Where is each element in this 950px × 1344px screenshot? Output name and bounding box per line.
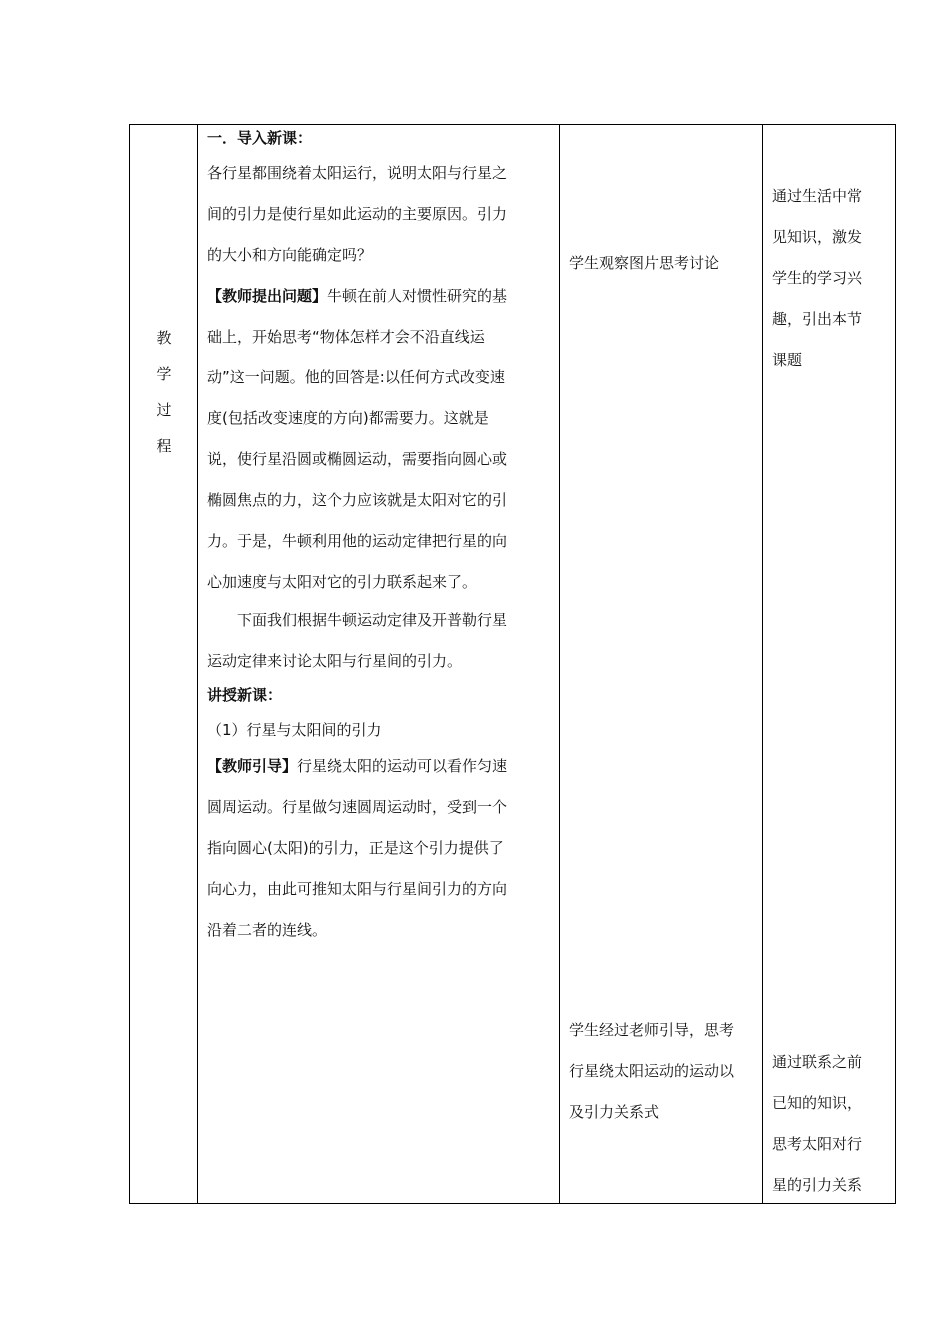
intent-1-line: 学生的学习兴 [772,269,863,287]
guide-line: 向心力，由此可推知太阳与行星间引力的方向 [207,880,508,898]
intent-1-line: 趣，引出本节 [772,310,863,328]
subheading: （1）行星与太阳间的引力 [207,721,382,739]
question-line: 说，使行星沿圆或椭圆运动，需要指向圆心或 [207,450,508,468]
column-divider-1 [197,124,198,1204]
intent-1-line: 课题 [772,351,803,369]
intro-line: 的大小和方向能确定吗？ [207,246,373,264]
column-divider-3 [762,124,763,1204]
lecture-heading: 讲授新课： [207,686,283,704]
intro-line: 间的引力是使行星如此运动的主要原因。引力 [207,205,508,223]
question-line: 椭圆焦点的力，这个力应该就是太阳对它的引 [207,491,508,509]
intro-heading: 一．导入新课： [207,129,313,147]
label-char: 教 [156,329,172,347]
paragraph-line: 运动定律来讨论太阳与行星间的引力。 [207,652,463,670]
student-activity-2-line: 行星绕太阳运动的运动以 [569,1062,735,1080]
question-line: 力。于是，牛顿利用他的运动定律把行星的向 [207,532,508,550]
question-line: 动”这一问题。他的回答是:以任何方式改变速 [207,368,505,386]
teacher-question-tag: 【教师提出问题】 [207,287,328,305]
question-line: 础上，开始思考“物体怎样才会不沿直线运 [207,328,485,346]
paragraph-line: 下面我们根据牛顿运动定律及开普勒行星 [237,611,508,629]
intent-1-line: 见知识，激发 [772,228,863,246]
label-char: 过 [156,401,172,419]
guide-line: 圆周运动。行星做匀速圆周运动时，受到一个 [207,798,508,816]
student-activity-2-line: 及引力关系式 [569,1103,660,1121]
label-char: 学 [156,365,172,383]
intro-line: 各行星都围绕着太阳运行，说明太阳与行星之 [207,164,508,182]
intent-2-line: 已知的知识， [772,1094,863,1112]
question-line: 度(包括改变速度的方向)都需要力。这就是 [207,409,489,427]
intent-2-line: 思考太阳对行 [772,1135,863,1153]
intent-2-line: 星的引力关系 [772,1176,863,1194]
guide-line: 沿着二者的连线。 [207,921,328,939]
label-char: 程 [156,437,172,455]
question-text: 牛顿在前人对惯性研究的基 [327,287,508,305]
question-line: 心加速度与太阳对它的引力联系起来了。 [207,573,478,591]
student-activity-1: 学生观察图片思考讨论 [569,254,720,272]
student-activity-2-line: 学生经过老师引导，思考 [569,1021,735,1039]
column-divider-2 [559,124,560,1204]
table-left-border [129,124,130,1204]
intent-2-line: 通过联系之前 [772,1053,863,1071]
teacher-guide-tag: 【教师引导】 [207,757,298,775]
question-line [207,276,507,317]
table-right-border [895,124,896,1204]
guide-line: 指向圆心(太阳)的引力，正是这个引力提供了 [207,839,504,857]
intent-1-line: 通过生活中常 [772,187,863,205]
guide-line [207,746,507,787]
guide-text: 行星绕太阳的运动可以看作匀速 [297,757,508,775]
